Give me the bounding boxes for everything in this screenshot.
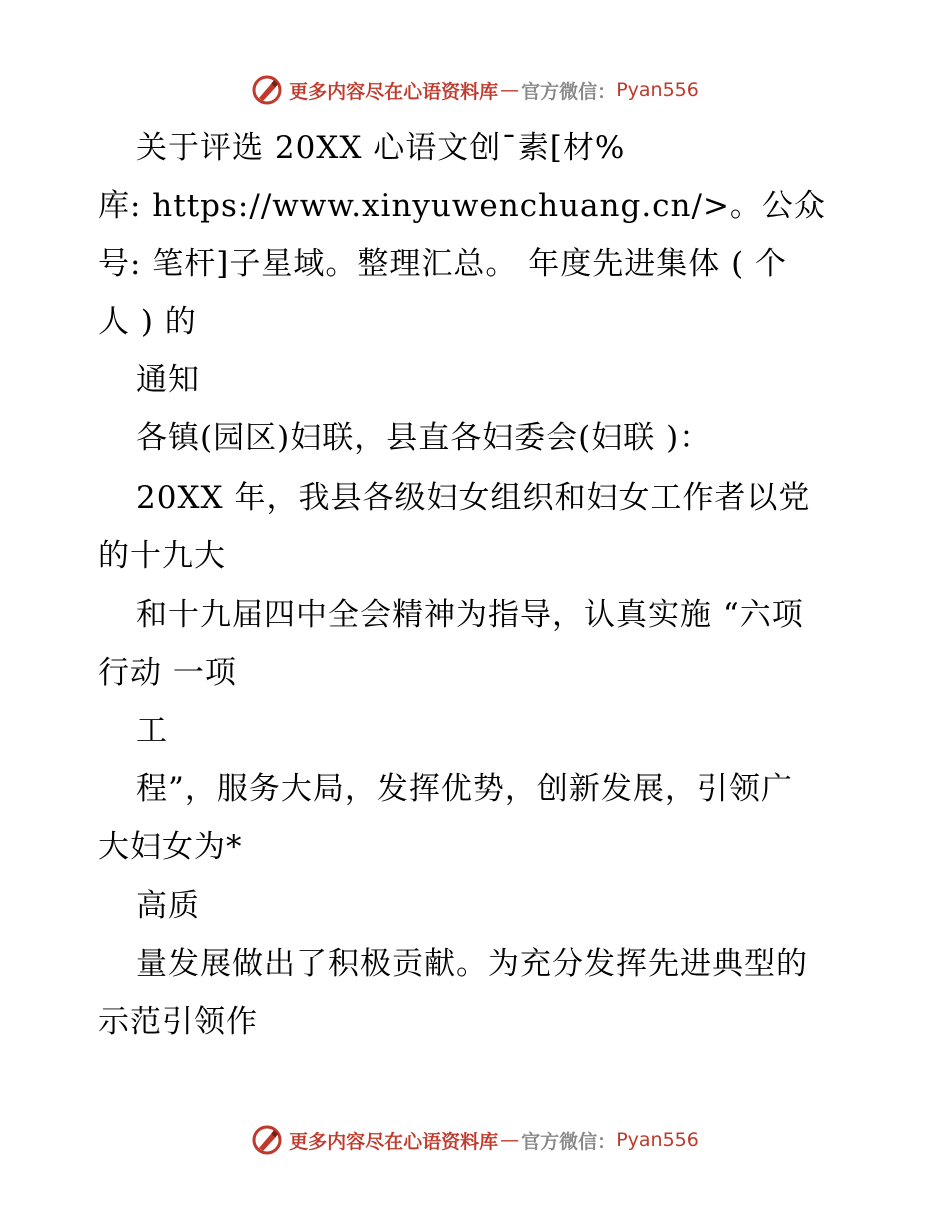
header-banner [0, 74, 950, 106]
text-line-9: 和十九届四中全会精神为指导，认真实施 “六项 [136, 597, 804, 633]
text-line-7: 20XX 年，我县各级妇女组织和妇女工作者以党 [136, 480, 811, 516]
text-line-8: 的十九大 [98, 538, 226, 574]
text-line-14: 高质 [136, 888, 200, 924]
text-line-10: 行动 一项 [98, 655, 237, 691]
header-dash: — [500, 79, 520, 101]
text-line-3: 号: 笔杆]子星域。整理汇总。 年度先进集体 ( 个 [98, 246, 788, 282]
header-wechat-handle: Pyan556 [616, 79, 699, 101]
text-line-2: 库: https://www.xinyuwenchuang.cn/>。公众 [98, 188, 826, 224]
text-line-11: 工 [136, 713, 168, 749]
text-line-6: 各镇(园区)妇联，县直各妇委会(妇联 )： [136, 420, 712, 456]
footer-wechat-handle: Pyan556 [616, 1129, 699, 1151]
footer-site-text: 更多内容尽在心语资料库 [289, 1130, 499, 1153]
footer-dash: — [500, 1129, 520, 1151]
header-wechat-label: 官方微信： [521, 80, 617, 103]
text-line-16: 示范引领作 [98, 1004, 258, 1040]
pen-logo-icon [251, 74, 283, 106]
text-line-15: 量发展做出了积极贡献。为充分发挥先进典型的 [136, 946, 808, 982]
pen-logo-icon [251, 1124, 283, 1156]
text-line-13: 大妇女为* [98, 829, 243, 865]
text-line-4: 人 ) 的 [98, 304, 197, 340]
text-line-12: 程”，服务大局，发挥优势，创新发展，引领广 [136, 771, 793, 807]
text-line-1: 关于评选 20XX 心语文创¯素[材% [136, 130, 626, 166]
header-site-text: 更多内容尽在心语资料库 [289, 80, 499, 103]
footer-wechat-label: 官方微信： [521, 1130, 617, 1153]
text-line-5: 通知 [136, 362, 200, 398]
footer-banner [0, 1124, 950, 1156]
